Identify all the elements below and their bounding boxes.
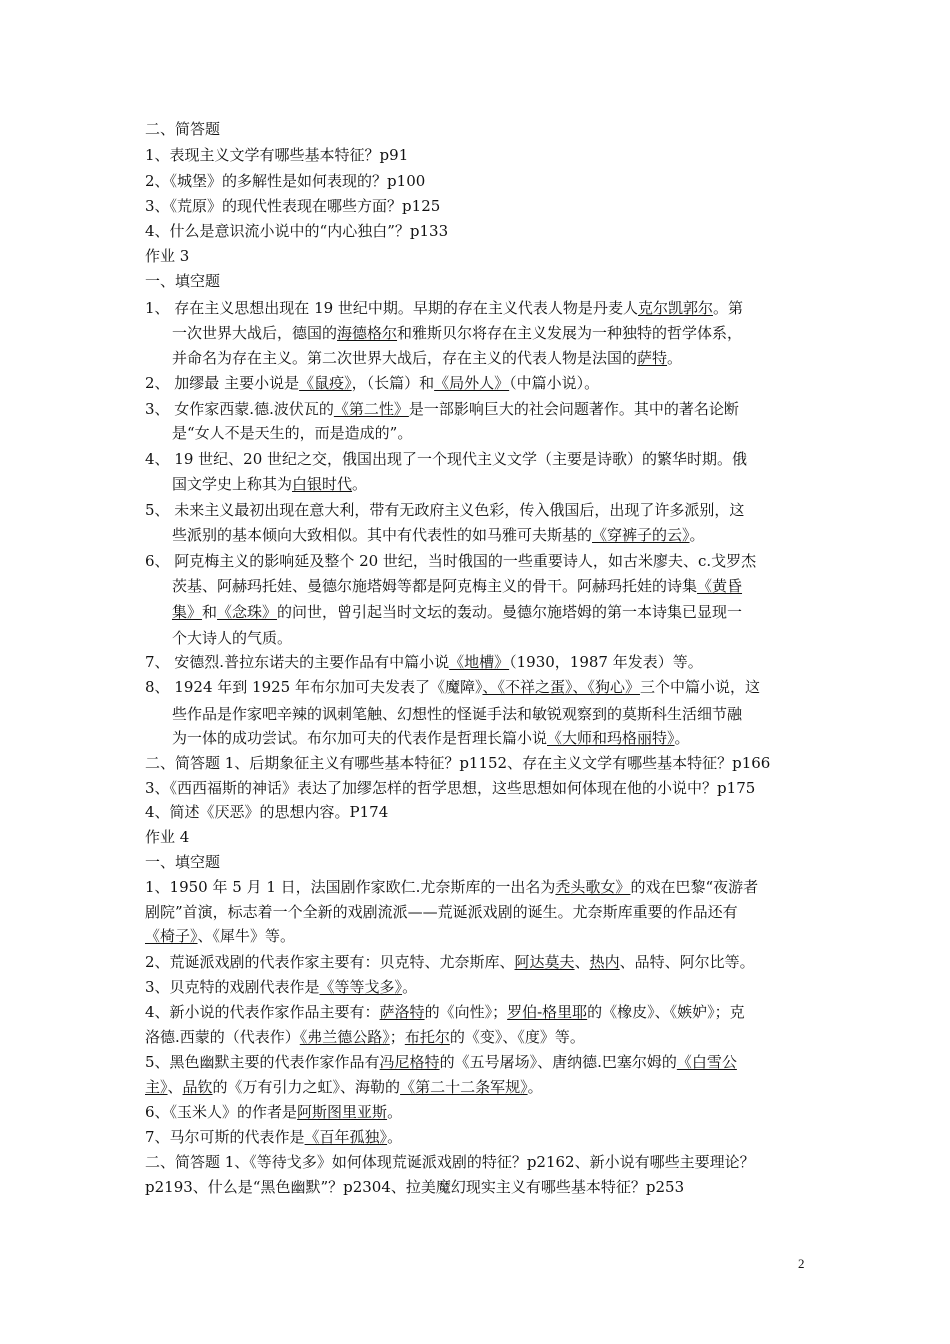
text-line	[145, 752, 825, 774]
text-line	[145, 801, 825, 823]
underlined-answer: 克尔凯郭尔	[637, 299, 713, 317]
text-segment: 、《犀牛》等。	[197, 927, 296, 945]
text-line	[145, 976, 825, 998]
underlined-answer: 《等等戈多》	[319, 978, 403, 996]
underlined-answer: 《弗兰德公路》	[299, 1028, 390, 1046]
underlined-answer: 《穿裤子的云》	[592, 526, 690, 544]
text-segment: 4、 19 世纪、20 世纪之交，俄国出现了一个现代主义文学（主要是诗歌）的繁华时期。俄	[145, 450, 748, 468]
text-line	[145, 372, 825, 394]
text-segment: 、	[167, 1078, 183, 1096]
text-segment: 些派别的基本倾向大致相似。其中有代表性的如马雅可夫斯基的	[172, 526, 593, 544]
underlined-answer: 《大师和玛格丽特》	[547, 729, 675, 747]
underlined-answer: 布托尔	[404, 1028, 450, 1046]
text-segment: 二、简答题 1、后期象征主义有哪些基本特征？p1152、存在主义文学有哪些基本特征？p166	[145, 754, 771, 772]
text-line	[145, 1026, 825, 1048]
underlined-answer: 白银时代	[292, 475, 353, 493]
text-segment: 7、马尔可斯的代表作是	[145, 1128, 305, 1146]
underlined-answer: 品钦	[182, 1078, 213, 1096]
text-segment: p2193、什么是“黑色幽默”？p2304、拉美魔幻现实主义有哪些基本特征？p253	[145, 1178, 685, 1196]
text-segment: 1、 存在主义思想出现在 19 世纪中期。早期的存在主义代表人物是丹麦人	[145, 299, 638, 317]
underlined-answer: 冯尼格特	[379, 1053, 440, 1071]
text-line	[145, 550, 825, 572]
text-line	[145, 651, 825, 673]
text-line	[145, 118, 825, 140]
text-line	[145, 195, 825, 217]
text-segment: 洛德.西蒙的（代表作）	[145, 1028, 300, 1046]
text-segment: 并命名为存在主义。第二次世界大战后，存在主义的代表人物是法国的	[172, 349, 638, 367]
underlined-answer: 《黄昏	[697, 577, 743, 595]
text-segment: 。	[387, 1128, 403, 1146]
text-line	[172, 473, 812, 495]
text-segment: 7、 安德烈.普拉东诺夫的主要作品有中篇小说	[145, 653, 450, 671]
text-line	[172, 322, 812, 344]
text-segment: 1、表现主义文学有哪些基本特征？p91	[145, 146, 409, 164]
underlined-answer: 《局外人》	[434, 374, 510, 392]
text-segment: 些作品是作家吧辛辣的讽刺笔触、幻想性的怪诞手法和敏锐观察到的莫斯科生活细节融	[172, 705, 743, 723]
text-segment: 为一体的成功尝试。布尔加可夫的代表作是哲理长篇小说	[172, 729, 548, 747]
text-line	[145, 1076, 825, 1098]
text-segment: 一次世界大战后，德国的	[172, 324, 338, 342]
text-line	[145, 170, 825, 192]
underlined-answer: 《念珠》	[217, 603, 278, 621]
underlined-answer: 热内	[589, 953, 620, 971]
text-line	[145, 1151, 825, 1173]
underlined-answer: 《第二十二条军规》	[400, 1078, 528, 1096]
text-segment: 8、 1924 年到 1925 年布尔加可夫发表了《魔障》	[145, 678, 483, 696]
text-line	[145, 777, 825, 799]
text-line	[172, 703, 812, 725]
text-line	[145, 676, 825, 698]
text-line	[172, 347, 812, 369]
underlined-answer: 《百年孤独》	[304, 1128, 388, 1146]
underlined-answer: 萨特	[637, 349, 668, 367]
text-segment: 。	[387, 1103, 403, 1121]
text-segment: 4、什么是意识流小说中的“内心独白”？p133	[145, 222, 449, 240]
text-segment: 作业 4	[145, 828, 190, 846]
text-segment: 和雅斯贝尔将存在主义发展为一种独特的哲学体系，	[397, 324, 743, 342]
text-segment: 的《向性》；	[424, 1003, 508, 1021]
text-segment: 2、《城堡》的多解性是如何表现的？p100	[145, 172, 426, 190]
text-segment: 国文学史上称其为	[172, 475, 293, 493]
text-segment: 3、 女作家西蒙.德.波伏瓦的	[145, 400, 334, 418]
text-segment: 茨基、阿赫玛托娃、曼德尔施塔姆等都是阿克梅主义的骨干。阿赫玛托娃的诗集	[172, 577, 698, 595]
underlined-answer: 秃头歌女》	[555, 878, 631, 896]
text-segment: 2、 加缪最 主要小说是	[145, 374, 300, 392]
text-line	[145, 826, 825, 848]
text-line	[172, 627, 812, 649]
text-line	[145, 499, 825, 521]
text-segment: 的《橡皮》、《嫉妒》；克	[587, 1003, 745, 1021]
text-line	[145, 297, 825, 319]
text-segment: 三个中篇小说，这	[639, 678, 760, 696]
text-line	[145, 925, 825, 947]
text-segment: 个大诗人的气质。	[172, 629, 293, 647]
text-line	[145, 1001, 825, 1023]
text-segment: ，（长篇）和	[351, 374, 435, 392]
underlined-answer: 萨洛特	[379, 1003, 425, 1021]
text-line	[145, 1126, 825, 1148]
text-segment: （1930，1987 年发表）等。	[509, 653, 703, 671]
text-segment: 5、黑色幽默主要的代表作家作品有	[145, 1053, 380, 1071]
text-line	[145, 1101, 825, 1123]
text-segment: 。	[667, 349, 683, 367]
text-line	[145, 1176, 825, 1198]
text-line	[145, 876, 825, 898]
text-line	[145, 851, 825, 873]
underlined-answer: 《椅子》	[145, 927, 198, 945]
text-segment: 是“女人不是天生的，而是造成的”。	[172, 424, 413, 442]
underlined-answer: 阿斯图里亚斯	[297, 1103, 388, 1121]
text-segment: 二、简答题	[145, 120, 221, 138]
text-segment: 、	[574, 953, 590, 971]
underlined-answer: 罗伯-格里耶	[507, 1003, 588, 1021]
text-segment: 2、荒诞派戏剧的代表作家主要有：贝克特、尤奈斯库、	[145, 953, 515, 971]
text-segment: （中篇小说）。	[509, 374, 600, 392]
text-segment: 。	[674, 729, 690, 747]
text-segment: 。	[352, 475, 368, 493]
text-segment: 的戏在巴黎“夜游者	[630, 878, 759, 896]
underlined-answer: 主》	[145, 1078, 168, 1096]
underlined-answer: 《第二性》	[333, 400, 409, 418]
text-segment: 和	[202, 603, 218, 621]
text-line	[172, 575, 812, 597]
text-segment: 3、《荒原》的现代性表现在哪些方面？p125	[145, 197, 441, 215]
underlined-answer: 《白雪公	[676, 1053, 737, 1071]
text-segment: 二、简答题 1、《等待戈多》如何体现荒诞派戏剧的特征？p2162、新小说有哪些主要理论？	[145, 1153, 755, 1171]
text-segment: 。	[689, 526, 705, 544]
text-segment: 是一部影响巨大的社会问题著作。其中的著名论断	[408, 400, 739, 418]
text-segment: 、品特、阿尔比等。	[619, 953, 755, 971]
text-line	[145, 398, 825, 420]
text-line	[172, 524, 812, 546]
text-line	[145, 901, 825, 923]
text-segment: 。	[527, 1078, 543, 1096]
text-line	[172, 422, 812, 444]
text-segment: 的《万有引力之虹》、海勒的	[212, 1078, 401, 1096]
text-segment: 6、 阿克梅主义的影响延及整个 20 世纪，当时俄国的一些重要诗人，如古米廖夫、c.戈罗杰	[145, 552, 757, 570]
text-line	[145, 951, 825, 973]
text-line	[145, 220, 825, 242]
text-line	[145, 1051, 825, 1073]
text-segment: 的《变》、《度》等。	[449, 1028, 585, 1046]
text-segment: 3、贝克特的戏剧代表作是	[145, 978, 320, 996]
underlined-answer: 海德格尔	[337, 324, 398, 342]
text-segment: 的《五号屠场》、唐纳德.巴塞尔姆的	[439, 1053, 677, 1071]
text-segment: 1、1950 年 5 月 1 日，法国剧作家欧仁.尤奈斯库的一出名为	[145, 878, 556, 896]
underlined-answer: 阿达莫夫	[514, 953, 575, 971]
underlined-answer: 《鼠疫》	[299, 374, 352, 392]
text-segment: 5、 未来主义最初出现在意大利，带有无政府主义色彩，传入俄国后，出现了许多派别，这	[145, 501, 745, 519]
text-segment: 剧院”首演，标志着一个全新的戏剧流派——荒诞派戏剧的诞生。尤奈斯库重要的作品还有	[145, 903, 738, 921]
text-segment: 3、《西西福斯的神话》表达了加缪怎样的哲学思想，这些思想如何体现在他的小说中？p175	[145, 779, 756, 797]
underlined-answer: 、《不祥之蛋》、《狗心》	[482, 678, 640, 696]
text-line	[145, 270, 825, 292]
text-line	[172, 727, 812, 749]
text-segment: ；	[389, 1028, 405, 1046]
text-segment: 6、《玉米人》的作者是	[145, 1103, 298, 1121]
text-line	[145, 245, 825, 267]
text-line	[145, 448, 825, 470]
text-line	[172, 601, 812, 623]
text-segment: 一、填空题	[145, 272, 221, 290]
underlined-answer: 集》	[172, 603, 203, 621]
text-segment: 4、新小说的代表作家作品主要有：	[145, 1003, 380, 1021]
text-line	[145, 144, 825, 166]
text-segment: 。第	[712, 299, 743, 317]
underlined-answer: 《地槽》	[449, 653, 510, 671]
text-segment: 一、填空题	[145, 853, 221, 871]
text-segment: 。	[402, 978, 418, 996]
text-segment: 作业 3	[145, 247, 190, 265]
text-segment: 的问世，曾引起当时文坛的轰动。曼德尔施塔姆的第一本诗集已显现一	[277, 603, 743, 621]
page-number: 2	[798, 1256, 805, 1271]
text-segment: 4、简述《厌恶》的思想内容。P174	[145, 803, 389, 821]
